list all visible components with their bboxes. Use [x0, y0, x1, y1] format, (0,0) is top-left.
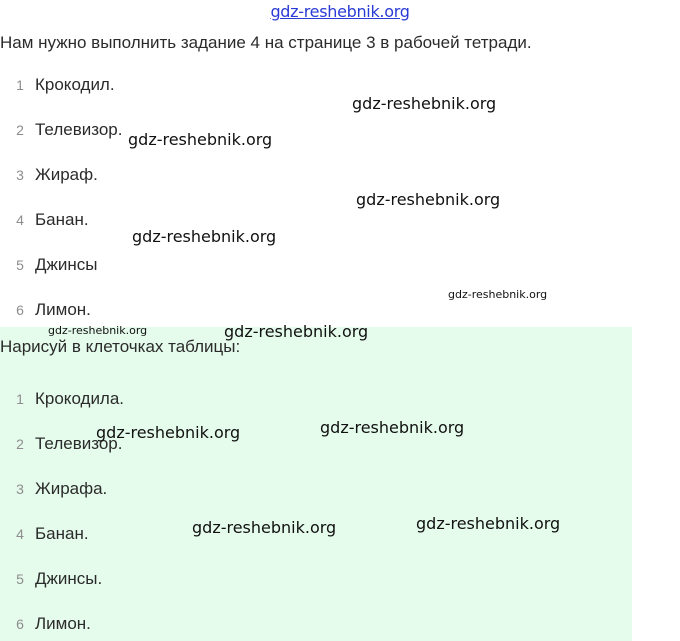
intro-text: Нам нужно выполнить задание 4 на странице 3 в рабочей тетради.: [0, 33, 532, 52]
list-item-number: 1: [16, 391, 24, 407]
watermark: gdz-reshebnik.org: [448, 288, 548, 301]
list-item-number: 5: [16, 257, 24, 273]
site-link[interactable]: gdz-reshebnik.org: [270, 2, 410, 21]
list-item-label: Лимон.: [35, 614, 91, 633]
watermark: gdz-reshebnik.org: [192, 518, 337, 537]
watermark: gdz-reshebnik.org: [416, 514, 561, 533]
list-item-label: Джинсы.: [35, 569, 103, 588]
list-item-label: Крокодил.: [35, 75, 115, 94]
list-item-number: 4: [16, 212, 24, 228]
list-item-number: 4: [16, 526, 24, 542]
list-item-number: 1: [16, 77, 24, 93]
list-item-label: Телевизор.: [35, 434, 123, 453]
list-item-number: 2: [16, 122, 24, 138]
list-item-label: Банан.: [35, 210, 89, 229]
watermark: gdz-reshebnik.org: [224, 322, 369, 341]
watermark: gdz-reshebnik.org: [320, 418, 465, 437]
watermark: gdz-reshebnik.org: [128, 130, 273, 149]
list-item-number: 5: [16, 571, 24, 587]
watermark: gdz-reshebnik.org: [132, 227, 277, 246]
list-item-label: Жирафа.: [35, 479, 108, 498]
list-item-number: 3: [16, 481, 24, 497]
watermark: gdz-reshebnik.org: [48, 324, 148, 337]
list-item-number: 3: [16, 167, 24, 183]
list-item-label: Крокодила.: [35, 389, 125, 408]
watermark: gdz-reshebnik.org: [356, 190, 501, 209]
watermark: gdz-reshebnik.org: [352, 94, 497, 113]
list-item-label: Банан.: [35, 524, 89, 543]
panel-heading: Нарисуй в клеточках таблицы:: [0, 337, 241, 356]
list-item-label: Жираф.: [35, 165, 98, 184]
list-item-label: Телевизор.: [35, 120, 123, 139]
list-item-number: 6: [16, 616, 24, 632]
watermark: gdz-reshebnik.org: [96, 423, 241, 442]
list-item-number: 6: [16, 302, 24, 318]
list-item-label: Лимон.: [35, 300, 91, 319]
list-item-label: Джинсы: [35, 255, 98, 274]
list-item-number: 2: [16, 436, 24, 452]
